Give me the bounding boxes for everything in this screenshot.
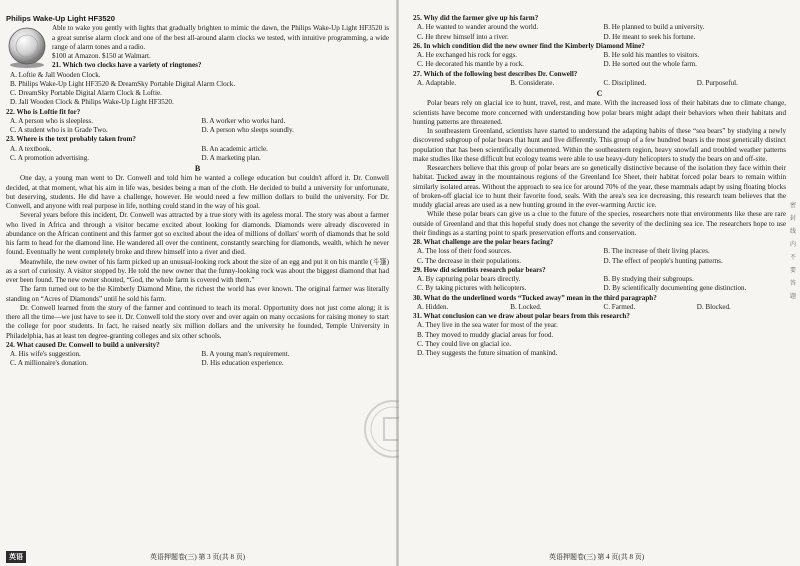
q24-option-c: C. A millionaire's donation.	[10, 359, 88, 368]
question-28: 28. What challenge are the polar bears facing?	[413, 238, 554, 246]
question-25: 25. Why did the farmer give up his farm?	[413, 14, 539, 22]
q26-options	[413, 51, 786, 70]
q28-options	[413, 247, 786, 266]
q25-option-b: B. He planned to build a university.	[603, 23, 705, 32]
q24-option-d: D. His education experience.	[201, 359, 284, 368]
q30-option-d: D. Blocked.	[696, 302, 731, 311]
q21-option-d: D. Jall Wooden Clock & Philips Wake-Up Light HF3520.	[10, 98, 174, 107]
wake-up-light-image	[6, 25, 48, 69]
q26-option-b: B. He sold his mantles to visitors.	[603, 51, 700, 59]
q29-option-b: B. By studying their subgroups.	[603, 275, 694, 283]
seal-char: 内	[789, 242, 796, 248]
q31-option-c: C. They could live on glacial ice.	[417, 339, 512, 348]
q27-options	[413, 79, 786, 88]
c-paragraph-3	[413, 164, 786, 210]
q23-option-d: D. A marketing plan.	[201, 153, 261, 162]
right-page	[399, 0, 800, 566]
q21-option-c: C. DreamSky Portable Digital Alarm Clock & Loftie.	[10, 89, 162, 97]
q26-option-d: D. He sorted out the whole farm.	[603, 60, 697, 69]
q27-option-c: C. Disciplined.	[603, 78, 647, 87]
seal-char: 密	[789, 203, 796, 209]
seal-char: 线	[789, 229, 796, 235]
q23-option-c: C. A promotion advertising.	[10, 153, 90, 162]
section-c-heading: C	[596, 89, 603, 98]
q28-option-d: D. The effect of people's hunting patterns.	[603, 256, 723, 265]
q24-option-b: B. A young man's requirement.	[201, 350, 290, 358]
q25-option-d: D. He meant to seek his fortune.	[603, 32, 696, 41]
q25-options	[413, 23, 786, 42]
c-paragraph-3-start: Researchers believe that this group of polar bears are so genetically distinctive because of the isolation they face within their habitat.	[413, 164, 786, 182]
question-23: 23. Where is the text probably taken from?	[6, 135, 136, 144]
b-paragraph-1: One day, a young man went to Dr. Conwell and told him he wanted a college education but couldn't afford it. Dr. Conwell decided, at that moment, what his aim in life was, besides being a man of the cloth. He decided to build a university for unfortunate, but deserving, students. He did have a challenge, however. He would need a few million dollars to build the university. For Dr. Conwell, and anyone with real purpose in life, nothing could stand in the way of his goal.	[6, 174, 389, 210]
margin-seal-note	[788, 200, 798, 304]
seal-char: 题	[789, 294, 796, 300]
question-30: 30. What do the underlined words “Tucked away” mean in the third paragraph?	[413, 293, 657, 302]
left-column	[6, 14, 389, 369]
q25-option-a: A. He wanted to wander around the world.	[417, 23, 539, 32]
q29-options	[413, 275, 786, 294]
q29-option-a: A. By capturing polar bears directly.	[417, 275, 521, 283]
b-paragraph-4: The farm turned out to be the Kimberly Diamond Mine, the richest the world has ever known. The original farmer was literally standing on “Acres of Diamonds” until he sold his farm.	[6, 285, 389, 303]
question-31: 31. What conclusion can we draw about polar bears from this research?	[413, 312, 630, 320]
left-page	[0, 0, 396, 566]
question-29: 29. How did scientists research polar bears?	[413, 265, 546, 274]
question-26: 26. In which condition did the new owner find the Kimberly Diamond Mine?	[413, 41, 645, 50]
q26-option-c: C. He decorated his mantle by a rock.	[417, 60, 524, 69]
q28-option-c: C. The decrease in their populations.	[417, 256, 522, 265]
q21-option-b: B. Philips Wake-Up Light HF3520 & DreamSky Portable Digital Alarm Clock.	[10, 79, 236, 88]
question-27: 27. Which of the following best describes Dr. Conwell?	[413, 69, 578, 78]
c-paragraph-4: While these polar bears can give us a clue to the future of the species, researchers note that environments like these are rare outside of Greenland and that this hopeful study does not change the severity of the declining sea ice. The researchers hope to use their findings as a starting point to spark preservation efforts and conservation.	[413, 210, 786, 237]
q22-options	[6, 117, 389, 136]
q31-option-b: B. They moved to muddy glacial areas for food.	[417, 330, 554, 339]
q31-option-d: D. They suggests the future situation of mankind.	[417, 349, 558, 357]
q29-option-c: C. By taking pictures with helicopters.	[417, 284, 527, 293]
c-paragraph-2: In southeastern Greenland, scientists have started to understand the adapting habits of these “sea bears” by studying a newly discovered subgroup of polar bears that hunt and live differently. This group of a few hundred bears is the most genetically distinct population that has been scientifically documented. Within the southeastern region, heavy snowfall and troubled weather patterns make studies like these difficult but ecology teams were able to use heavy-duty helicopters to study the bears on and off-site.	[413, 127, 786, 163]
q30-option-a: A. Hidden.	[417, 302, 449, 311]
q30-option-b: B. Locked.	[510, 302, 542, 311]
q22-option-d: D. A person who sleeps soundly.	[201, 126, 294, 134]
right-column	[413, 14, 786, 358]
q23-option-a: A. A textbook.	[10, 144, 52, 153]
seal-char: 答	[789, 281, 796, 287]
q28-option-a: A. The loss of their food sources.	[417, 247, 512, 256]
q27-option-b: B. Considerate.	[510, 78, 555, 87]
q22-option-b: B. A worker who works hard.	[201, 116, 286, 125]
q27-option-d: D. Purposeful.	[696, 78, 738, 87]
q30-option-c: C. Farmed.	[603, 302, 636, 311]
q24-options	[6, 350, 389, 369]
seal-char: 封	[789, 216, 796, 222]
q25-option-c: C. He threw himself into a river.	[417, 32, 509, 41]
question-21: 21. Which two clocks have a variety of ringtones?	[52, 61, 202, 70]
c-paragraph-3-end: in the mountainous regions of the Greenland Ice Sheet, their habitat forced polar bears to remain within similarly isolated areas. Without the approach to sea ice for around 70% of the year, these mammals adapt by using floating blocks of broken-off glacial ice to hunt their favorite food, seals. With the area's sea ice decreasing, this research team believes that the muddy glacial areas are used as a new hunting ground in the ever-warming Arctic ice.	[413, 173, 786, 209]
q27-option-a: A. Adaptable.	[417, 78, 457, 87]
b-paragraph-5: Dr. Conwell learned from the story of the farmer and continued to teach its moral. Opportunity does not just come along; it is there all the time—we just have to see it. Dr. Conwell told the story over and over again on many occasions for raising money to start the college for poor students. In fact, he raised nearly six million dollars and the university he founded, Temple University in Philadelphia, has at least ten degree-granting colleges and six other schools.	[6, 303, 389, 340]
seal-char: 要	[789, 268, 796, 274]
left-page-footer: 英语押题卷(三) 第 3 页(共 8 页)	[150, 553, 246, 561]
subject-badge: 英语	[6, 551, 26, 563]
b-paragraph-3: Meanwhile, the new owner of his farm picked up an unusual-looking rock about the size of an egg and put it on his mantle (斗篷) as a sort of curiosity. A visitor stopped by. He told the new owner that the funny-looking rock was about the biggest diamond that had ever been found. The new owner shouted, “God, the whole farm is covered with them.”	[6, 257, 389, 284]
q29-option-d: D. By scientifically documenting gene distinction.	[603, 284, 747, 293]
q21-option-a: A. Loftie & Jall Wooden Clock.	[10, 70, 101, 79]
b-paragraph-2: Several years before this incident, Dr. Conwell was attracted by a true story with its ageless moral. The story was about a farmer who lived in Africa and through a visitor became excited about looking for diamonds. Diamonds were already discovered in abundance on the African continent and this farmer got so excited about the idea of millions of dollars' worth of diamonds that he sold his farm to head for the diamond line. He wandered all over the continent, constantly searching for diamonds, wealth, which he never found. Eventually he went completely broke and threw himself into a river and died.	[6, 211, 389, 257]
section-b-heading: B	[194, 164, 201, 173]
q22-option-a: A. A person who is sleepless.	[10, 116, 93, 125]
q24-option-a: A. His wife's suggestion.	[10, 350, 81, 358]
question-24: 24. What caused Dr. Conwell to build a university?	[6, 340, 160, 349]
c-paragraph-1: Polar bears rely on glacial ice to hunt, travel, rest, and mate. With the increased loss of their habitats due to climate change, scientists have become more concerned with understanding how polar bears might adapt their behaviors when their habitats and hunting patterns are threatened.	[413, 99, 786, 126]
ad-text: Able to wake you gently with lights that gradually brighten to mimic the dawn, the Philips Wake-Up Light HF3520 is a great sunrise alarm clock and one of the best all-around alarm clocks we tested, with intuitive programming, a wide range of alarm tones and a radio.	[52, 24, 389, 51]
seal-char: 不	[789, 255, 796, 261]
q28-option-b: B. The increase of their living places.	[603, 247, 710, 256]
q22-option-c: C. A student who is in Grade Two.	[10, 126, 108, 134]
question-22: 22. Who is Loftie fit for?	[6, 107, 81, 116]
right-page-footer: 英语押题卷(三) 第 4 页(共 8 页)	[549, 553, 645, 561]
ad-price: $100 at Amazon. $150 at Walmart.	[52, 52, 151, 60]
q23-options	[6, 145, 389, 164]
q23-option-b: B. An academic article.	[201, 144, 268, 153]
tucked-away-underlined: Tucked away	[436, 173, 476, 182]
ad-title: Philips Wake-Up Light HF3520	[6, 14, 116, 23]
q30-options	[413, 303, 786, 312]
q26-option-a: A. He exchanged his rock for eggs.	[417, 51, 518, 59]
q31-option-a: A. They live in the sea water for most of the year.	[417, 321, 558, 330]
